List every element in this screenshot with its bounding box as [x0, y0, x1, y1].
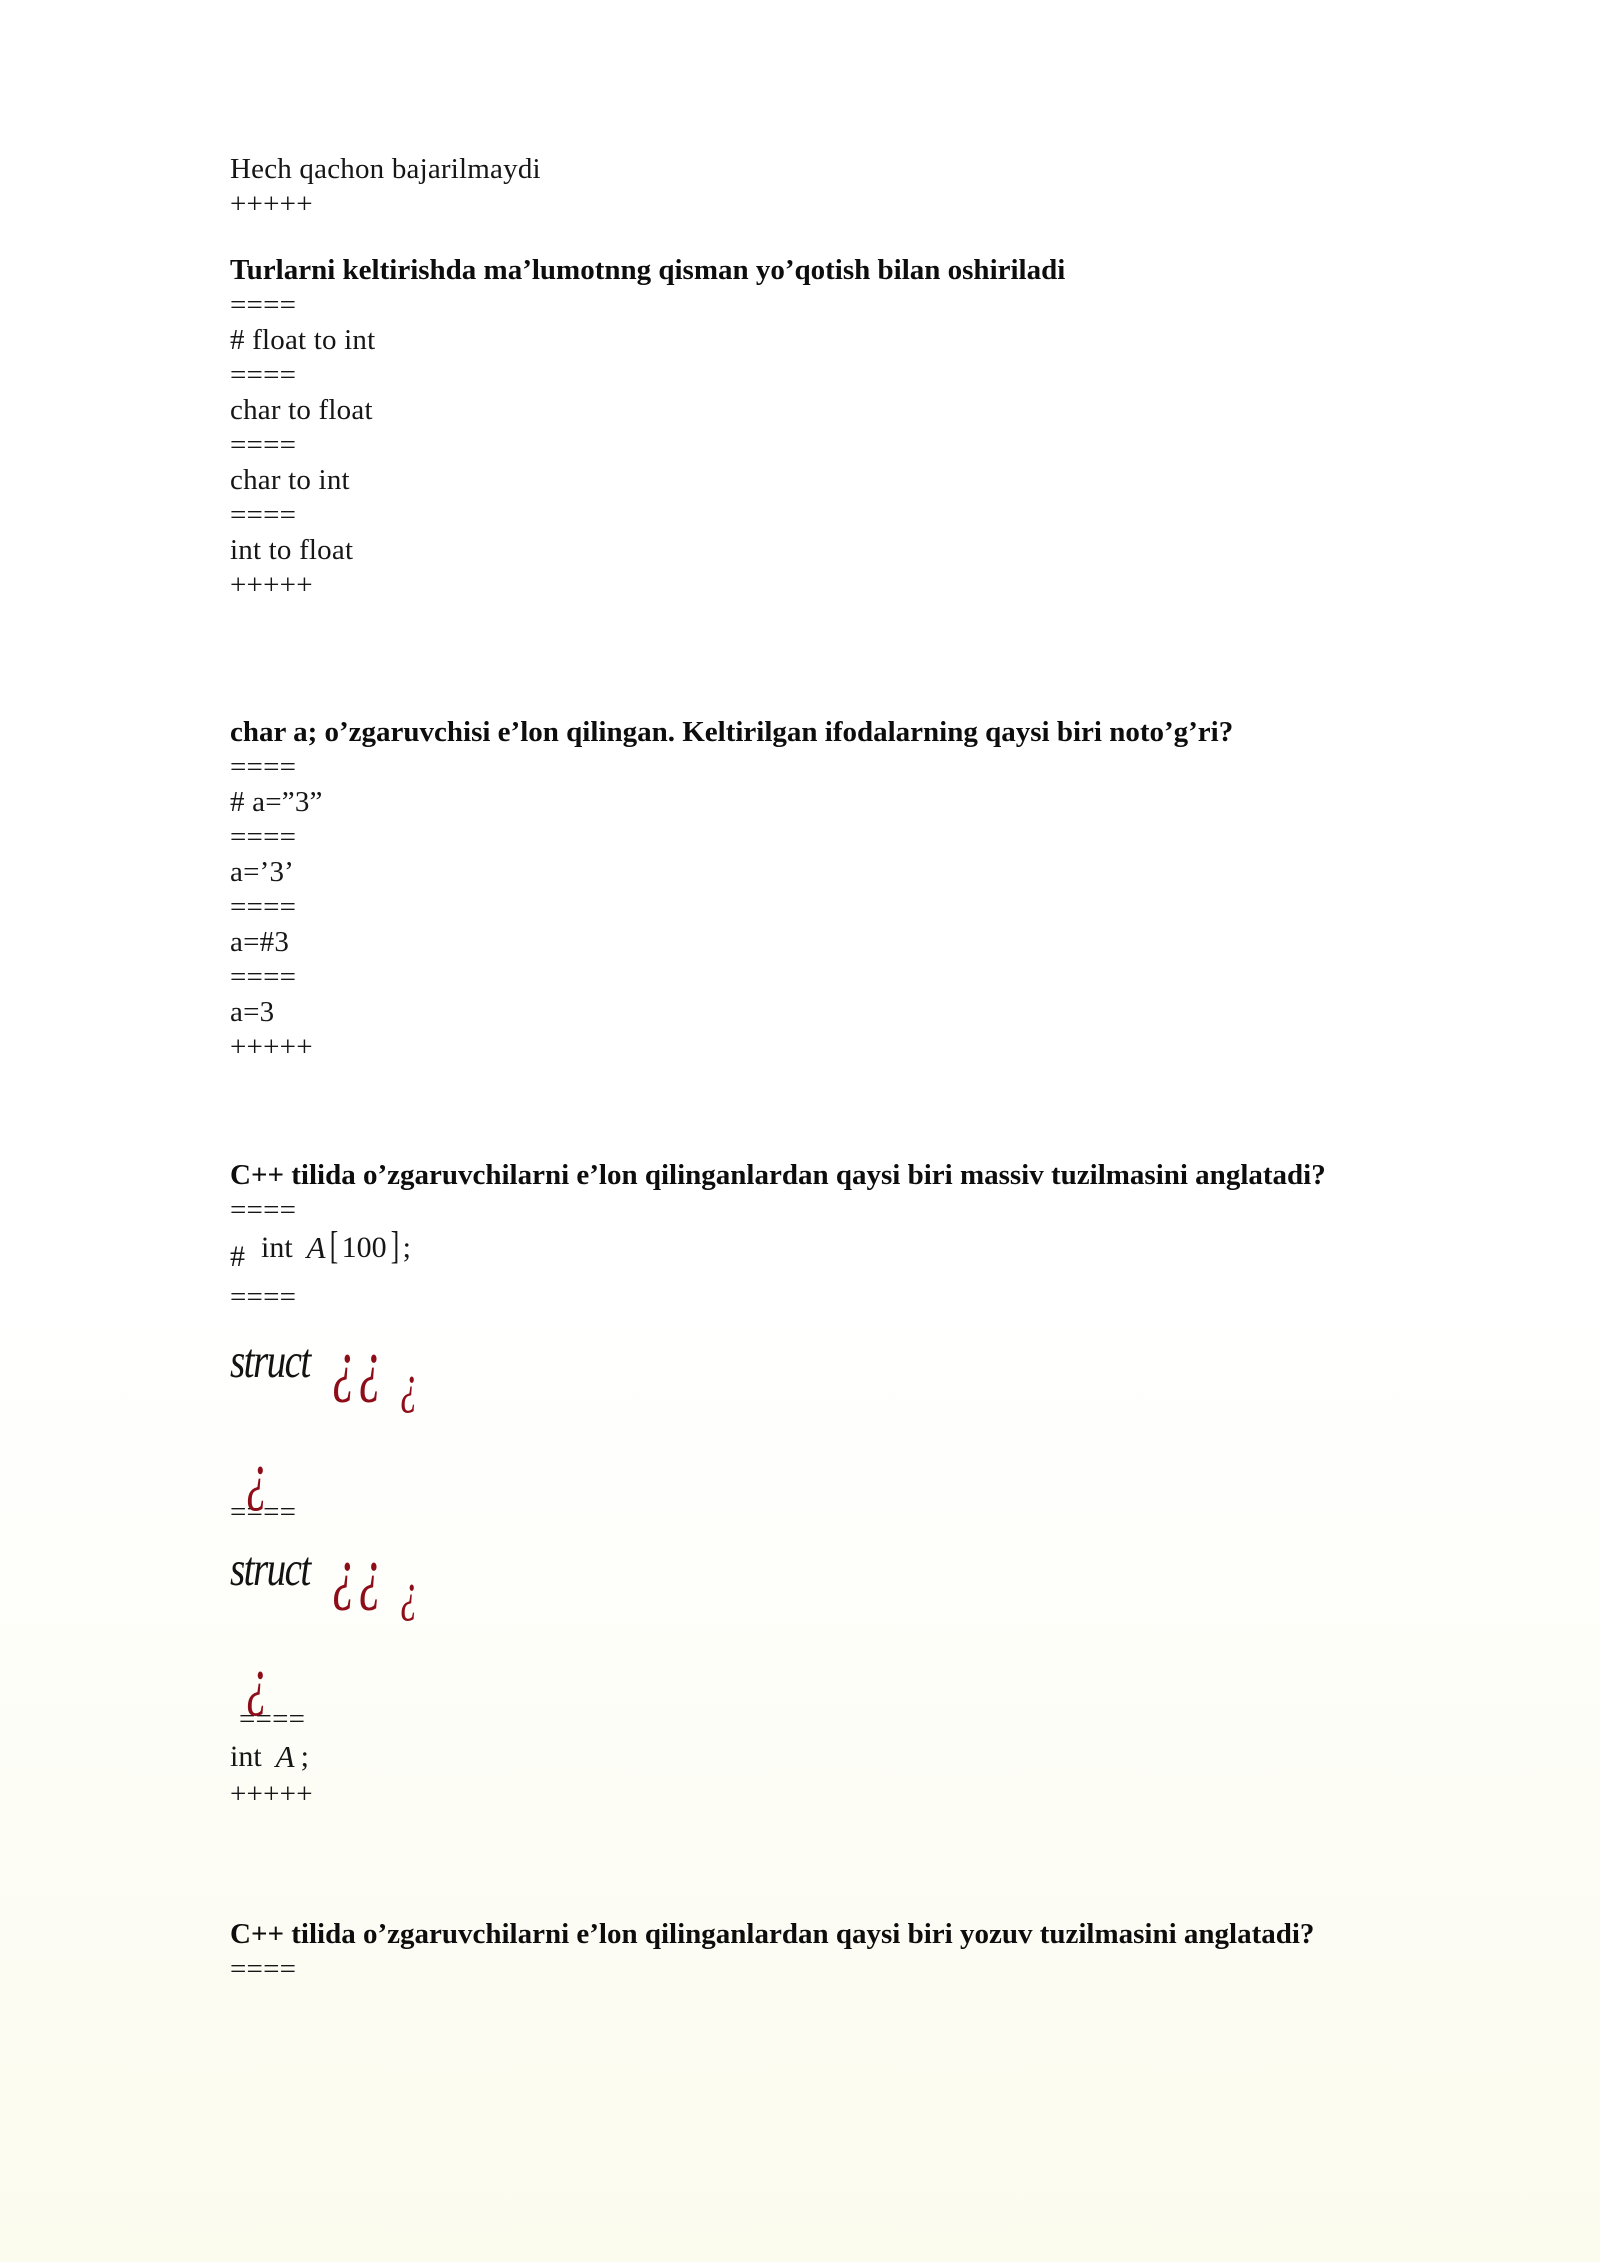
answer-separator: ==== [230, 961, 297, 993]
struct-keyword: struct [230, 1541, 310, 1596]
inverted-question-subscript: ¿ [399, 1353, 418, 1414]
answer-option: # a=”3” [230, 786, 323, 818]
formula-lone-glyph-line [230, 1630, 1480, 1718]
question-2-title: char a; o’zgaruvchisi e’lon qilingan. Keltirilgan ifodalarning qaysi biri noto’g’ri? [230, 716, 1234, 748]
open-bracket: [ [329, 1224, 338, 1268]
question-end-marker: +++++ [230, 188, 313, 220]
answer-separator: ==== [230, 289, 297, 321]
close-bracket: ] [390, 1224, 399, 1268]
answer-option: a=3 [230, 996, 275, 1028]
answer-separator: ==== [230, 499, 297, 531]
formula-struct-broken [230, 1535, 1480, 1630]
struct-keyword: struct [230, 1333, 310, 1388]
question-end-marker: +++++ [230, 1778, 313, 1810]
inverted-question-subscript: ¿ [399, 1561, 418, 1622]
inverted-question-glyphs: ¿¿ [331, 1533, 385, 1612]
answer-separator: ==== [230, 751, 297, 783]
answer-option: char to int [230, 464, 350, 496]
inverted-question-glyphs: ¿¿ [331, 1325, 385, 1404]
formula-int-array [230, 1224, 1480, 1280]
formula-int-scalar [230, 1737, 1480, 1777]
answer-separator: ==== [230, 891, 297, 923]
question-end-marker: +++++ [230, 1031, 313, 1063]
formula-lone-glyph-line [230, 1425, 1480, 1513]
semicolon: ; [402, 1231, 411, 1264]
formula-keyword: int [261, 1231, 293, 1264]
question-1-title: Turlarni keltirishda ma’lumotnng qisman yo’qotish bilan oshiriladi [230, 254, 1066, 286]
answer-separator: ==== [230, 429, 297, 461]
answer-option: a=#3 [230, 926, 290, 958]
answer-option: char to float [230, 394, 373, 426]
formula-keyword: int [230, 1740, 262, 1773]
answer-separator: ==== [230, 821, 297, 853]
question-3-title: C++ tilida o’zgaruvchilarni e’lon qilinganlardan qaysi biri massiv tuzilmasini anglatadi? [230, 1159, 1326, 1191]
answer-separator: ==== [230, 359, 297, 391]
semicolon: ; [300, 1740, 309, 1773]
answer-separator: ==== [230, 1953, 297, 1985]
formula-variable: A [275, 1739, 295, 1774]
answer-separator: ==== [239, 1703, 306, 1735]
answer-option: # float to int [230, 324, 376, 356]
inverted-question-glyph: ¿ [246, 1439, 268, 1513]
inverted-question-glyph: ¿ [246, 1644, 268, 1718]
answer-option: int to float [230, 534, 354, 566]
answer-option: a=’3’ [230, 856, 295, 888]
hash-marker: # [230, 1240, 245, 1273]
question-end-marker: +++++ [230, 569, 313, 601]
formula-variable: A [306, 1230, 326, 1265]
formula-number: 100 [341, 1231, 387, 1264]
intro-text-line: Hech qachon bajarilmaydi [230, 153, 541, 185]
answer-separator: ==== [230, 1496, 297, 1528]
question-4-title: C++ tilida o’zgaruvchilarni e’lon qilinganlardan qaysi biri yozuv tuzilmasini anglatadi? [230, 1918, 1315, 1950]
formula-struct-broken [230, 1327, 1480, 1422]
answer-separator: ==== [230, 1194, 297, 1226]
answer-separator: ==== [230, 1281, 297, 1313]
